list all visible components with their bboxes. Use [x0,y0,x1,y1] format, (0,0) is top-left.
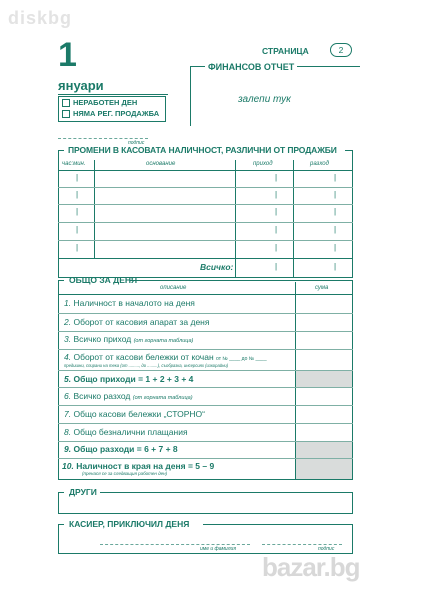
day-total-row-6: 6. Всичко разход (от горната таблица) [64,391,193,401]
cash-changes-total-label: Всичко: [200,262,234,272]
page-label: СТРАНИЦА [262,46,309,56]
day-total-row-1: 1. Наличност в началото на деня [64,298,195,308]
cash-changes-title: ПРОМЕНИ В КАСОВАТА НАЛИЧНОСТ, РАЗЛИЧНИ ОТ ПРОДАЖБИ [68,145,337,155]
day-total-row-10: 10. Наличност в края на деня = 5 – 9 [62,461,215,471]
non-working-day-label: НЕРАБОТЕН ДЕН [73,98,138,107]
non-working-day-checkbox[interactable] [62,99,70,107]
day-total-row-8: 8. Общо безналични плащания [64,427,188,437]
col-time-header: час:мин. [62,161,86,167]
watermark-top: diskbg [8,8,73,28]
page-number-badge [330,43,352,57]
day-total-row-5: 5. Общо приходи = 1 + 2 + 3 + 4 [64,374,194,384]
day-total-row-2: 2. Оборот от касовия апарат за деня [64,317,210,327]
report-title: ФИНАНСОВ ОТЧЕТ [205,62,297,72]
cashier-signature-label: подпис [318,546,335,552]
col-description-header: описание [160,285,187,291]
others-box [58,492,353,514]
col-amount-header: сума [315,285,329,291]
day-total-row-4: 4. Оборот от касови бележки от кочан от № ____ до № ____ [64,352,267,362]
cashier-name-label: име и фамилия [200,546,236,552]
col-basis-header: основание [146,161,176,167]
col-income-header: приход [253,161,273,167]
no-sales-checkbox[interactable] [62,110,70,118]
no-sales-label: НЯМА РЕГ. ПРОДАЖБА [73,109,160,118]
day-total-title: ОБЩО ЗА ДЕНЯ [69,275,138,285]
others-title: ДРУГИ [69,487,97,497]
col-expense-header: разход [310,161,329,167]
day-total-row-3: 3. Всичко приход (от горната таблица) [64,334,194,344]
page-number: 2 [338,45,344,55]
sticker-text: залепи тук [238,94,291,105]
cashier-title: КАСИЕР, ПРИКЛЮЧИЛ ДЕНЯ [69,519,190,529]
header-signature-label: подпис [128,140,145,146]
day-total-row-9: 9. Общо разходи = 6 + 7 + 8 [64,444,178,454]
month-label: януари [58,78,104,93]
row-10-subnote: (пренася се за следващия работен ден) [82,471,168,476]
watermark-bottom: bazar.bg [262,552,360,582]
day-number: 1 [58,36,77,74]
row-4-subnote: предишни, спирани на тека (от ........., до .........), съобразка, инсерсиях (изкорайни) [64,363,229,368]
day-total-row-7: 7. Общо касови бележки „СТОРНО“ [64,409,205,419]
